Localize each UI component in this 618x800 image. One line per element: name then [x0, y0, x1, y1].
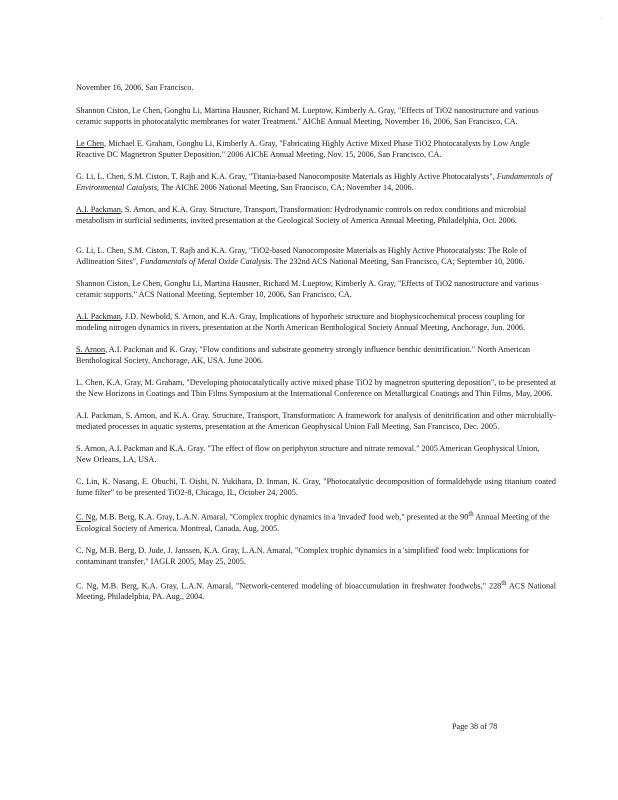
- italic-session-title: Fundamentals of Environmental Catalysis: [76, 172, 553, 192]
- list-item: Shannon Ciston, Le Chen, Gonghu Li, Martina Hausner, Richard M. Lueptow, Kimberly A. Gray, "Effects of TiO2 nanostructure and various ceramic supports in photocatalytic membranes for water Treatment." AIChE Annual Meeting, November 16, 2006, San Francisco, CA.: [76, 106, 539, 126]
- list-item: November 16, 2006, San Francisco.: [76, 83, 194, 92]
- list-item: S. Arnon, A.I. Packman and K.A. Gray. "The effect of flow on periphyton structure and nitrate removal." 2005 American Geophysical Union, New Orleans, LA, USA.: [76, 444, 540, 464]
- list-item: G. Li, L. Chen, S.M. Ciston, T. Rajh and K.A. Gray, "Titania-based Nanocomposite Materials as Highly Active Photocatalysts", Fundamentals of Environmental Catalysis, The AIChE 2006 National Meeting, San Francisco, CA; November 14, 2006.: [76, 172, 553, 192]
- underlined-author: S. Arnon: [76, 345, 106, 354]
- list-item: S. Arnon, A.I. Packman and K. Gray, "Flow conditions and substrate geometry strongly influence benthic denitrification." North American Benthological Society, Anchorage, AK, USA. June 2006.: [76, 345, 531, 365]
- corner-mark: ·: [600, 16, 602, 22]
- list-item: C. Ng, M.B. Berg, K.A. Gray, L.A.N. Amaral, "Complex trophic dynamics in a 'invaded' food web," presented at the 90th Annual Meeting of the Ecological Society of America. Montreal, Canada, Aug. 2005.: [76, 511, 550, 533]
- list-item: Shannon Ciston, Le Chen, Gonghu Li, Martina Hausner, Richard M. Lueptow, Kimberly A. Gray, "Effects of TiO2 nanostructure and various ceramic supports." ACS National Meeting, September 10, 2006, San Francisco, CA.: [76, 279, 539, 299]
- underlined-author: A.I. Packman: [76, 312, 121, 321]
- underlined-author: C. Ng: [76, 512, 96, 522]
- list-item: C. Ng, M.B. Berg, D. Jude, J. Janssen, K.A. Gray, L.A.N. Amaral, "Complex trophic dynamics in a 'simplified' food web: Implications for contaminant transfer," IAGLR 2005, May 25, 2005.: [76, 545, 529, 566]
- underlined-author: A.I. Packman: [76, 205, 121, 214]
- list-item: C. Lin, K. Nasang, E. Obuchi, T. Oishi, N. Yukihara, D. Inman, K. Gray, "Photocatalytic decomposition of formaldehyde using titanium coated fume filter" to be presented TiO2-8, Chicago, IL, October 24, 2005.: [76, 477, 556, 497]
- list-item: L. Chen, K.A. Gray, M. Graham, "Developing photocatalytically active mixed phase TiO2 by magnetron sputtering deposition", to be presented at the New Horizons in Coatings and Thin Films Symposium at the International Conference on Metallurgical Coatings and Thin Films, May, 2006.: [76, 378, 556, 398]
- list-item: G. Li, L. Chen, S.M. Ciston, T. Rajh and K.A. Gray, "TiO2-based Nanocomposite Materials as Highly Active Photocatalysts: The Role of Adlineation Sites", Fundamentals of Metal Oxide Catalysis. The 232nd ACS National Meeting, San Francisco, CA; September 10, 2006.: [76, 246, 527, 266]
- list-item: A.I. Packman, J.D. Newbold, S. Arnon, and K.A. Gray, Implications of hyporheic structure and biophysicochemical process coupling for modeling nitrogen dynamics in rivers, presentation at the North American Benthological Society Annual Meeting, Anchorage, Jun. 2006.: [76, 312, 526, 332]
- underlined-author: Le Chen: [76, 139, 104, 148]
- list-item: A.I. Packman, S. Arnon, and K.A. Gray. Structure, Transport, Transformation: A framework for analysis of denitrification and other microbially-mediated processes in aquatic systems, presentation at the American Geophysical Union Fall Meeting, San Francisco, Dec. 2005.: [76, 411, 556, 431]
- page-number: Page 38 of 78: [452, 722, 498, 731]
- publication-list: [76, 82, 556, 613]
- italic-session-title: Fundamentals of Metal Oxide Catalysis: [140, 257, 271, 266]
- list-item: C. Ng, M.B. Berg, K.A. Gray, L.A.N. Amaral, "Network-centered modeling of bioaccumulation in freshwater foodwebs," 228th ACS National Meeting, Philadelphia, PA. Aug., 2004.: [76, 579, 556, 602]
- list-item: A.I. Packman, S. Arnon, and K.A. Gray. Structure, Transport, Transformation: Hydrodynamic controls on redox conditions and microbial metabolism in surficial sediments, invited presentation at the Geological Society of America Annual Meeting, Philadelphia, Oct. 2006.: [76, 205, 527, 225]
- list-item: Le Chen, Michael E. Graham, Gonghu Li, Kimberly A. Gray, "Fabricating Highly Active Mixed Phase TiO2 Photocatalysts by Low Angle Reactive DC Magnetron Sputter Deposition." 2006 AIChE Annual Meeting, Nov. 15, 2006, San Francisco, CA.: [76, 139, 530, 159]
